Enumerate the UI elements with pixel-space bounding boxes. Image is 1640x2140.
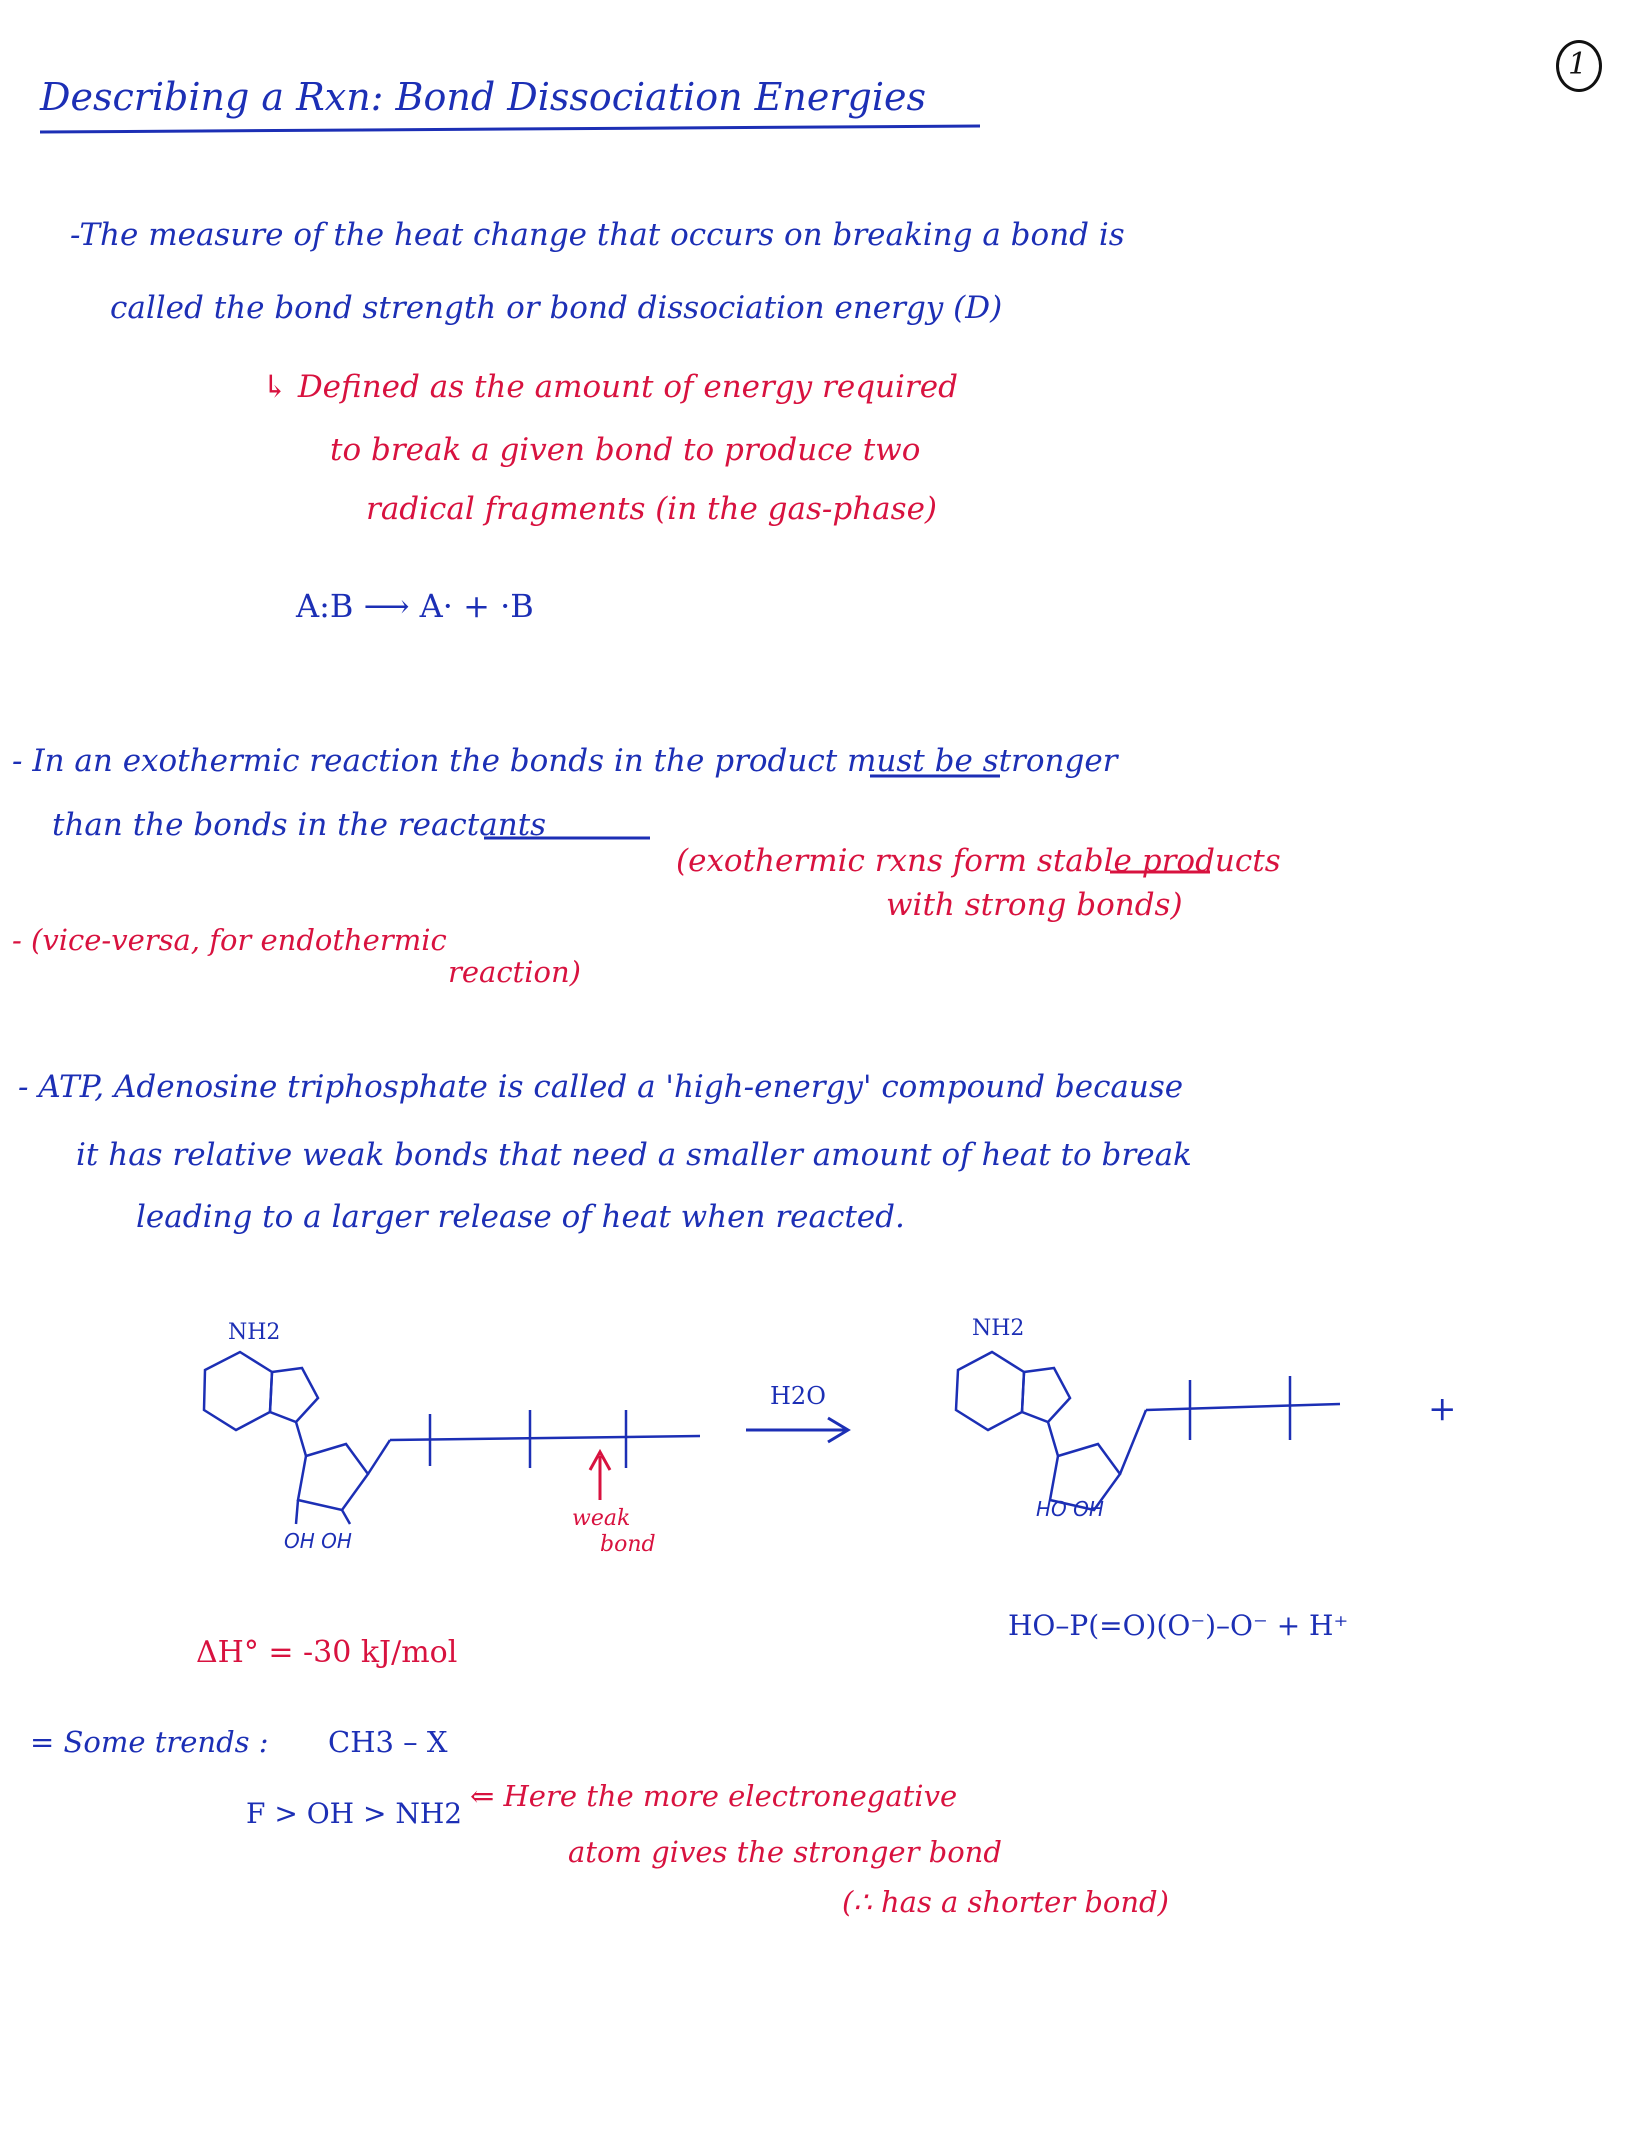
note3-line2: it has relative weak bonds that need a smaller amount of heat to break xyxy=(76,1137,1192,1173)
note1-def3: radical fragments (in the gas-phase) xyxy=(366,491,938,527)
trends-label: = Some trends : xyxy=(30,1725,269,1759)
note1-line1: -The measure of the heat change that occurs on breaking a bond is xyxy=(70,217,1125,253)
adp-oh-labels: HO OH xyxy=(1036,1497,1104,1521)
trends-formula: CH3 – X xyxy=(328,1725,448,1759)
bond-cleavage-equation: A:B ⟶ A· + ·B xyxy=(296,587,534,625)
weak-bond-label-1: weak xyxy=(572,1506,631,1531)
note1-def1: ↳ Defined as the amount of energy required xyxy=(262,369,958,405)
weak-bond-label-2: bond xyxy=(600,1532,656,1557)
note1-def2: to break a given bond to produce two xyxy=(330,432,921,468)
atp-amine-label: NH2 xyxy=(228,1320,281,1345)
note3-line3: leading to a larger release of heat when reacted. xyxy=(136,1199,905,1235)
note2-aside1: (exothermic rxns form stable products xyxy=(676,843,1281,879)
page-title: Describing a Rxn: Bond Dissociation Energies xyxy=(40,75,927,119)
atp-structure xyxy=(204,1352,700,1524)
page-number: 1 xyxy=(1568,47,1588,82)
note3-line1: - ATP, Adenosine triphosphate is called a 'high-energy' compound because xyxy=(18,1069,1184,1105)
note2-line2: than the bonds in the reactants xyxy=(52,807,547,843)
adp-amine-label: NH2 xyxy=(972,1316,1025,1341)
trends-explanation-3: (∴ has a shorter bond) xyxy=(842,1885,1169,1919)
note2-aside2: with strong bonds) xyxy=(886,887,1183,923)
weak-bond-arrow xyxy=(590,1452,610,1500)
delta-h-value: ΔH° = -30 kJ/mol xyxy=(196,1635,458,1670)
reaction-arrow xyxy=(746,1418,848,1442)
trends-order: F > OH > NH2 xyxy=(246,1797,463,1830)
trends-explanation-1: ⇐ Here the more electronegative xyxy=(470,1779,958,1813)
note2-vice2: reaction) xyxy=(448,955,581,989)
product-plus-sign: + xyxy=(1428,1389,1457,1429)
atp-oh-labels: OH OH xyxy=(284,1529,352,1553)
phosphate-products: HO–P(=O)(O⁻)–O⁻ + H⁺ xyxy=(1008,1609,1349,1642)
adp-structure xyxy=(956,1352,1340,1510)
trends-explanation-2: atom gives the stronger bond xyxy=(568,1835,1002,1869)
note1-line2: called the bond strength or bond dissociation energy (D) xyxy=(110,290,1003,326)
water-reagent-label: H2O xyxy=(770,1382,826,1410)
note2-line1: - In an exothermic reaction the bonds in the product must be stronger xyxy=(12,743,1118,779)
note2-vice1: - (vice-versa, for endothermic xyxy=(12,923,447,957)
